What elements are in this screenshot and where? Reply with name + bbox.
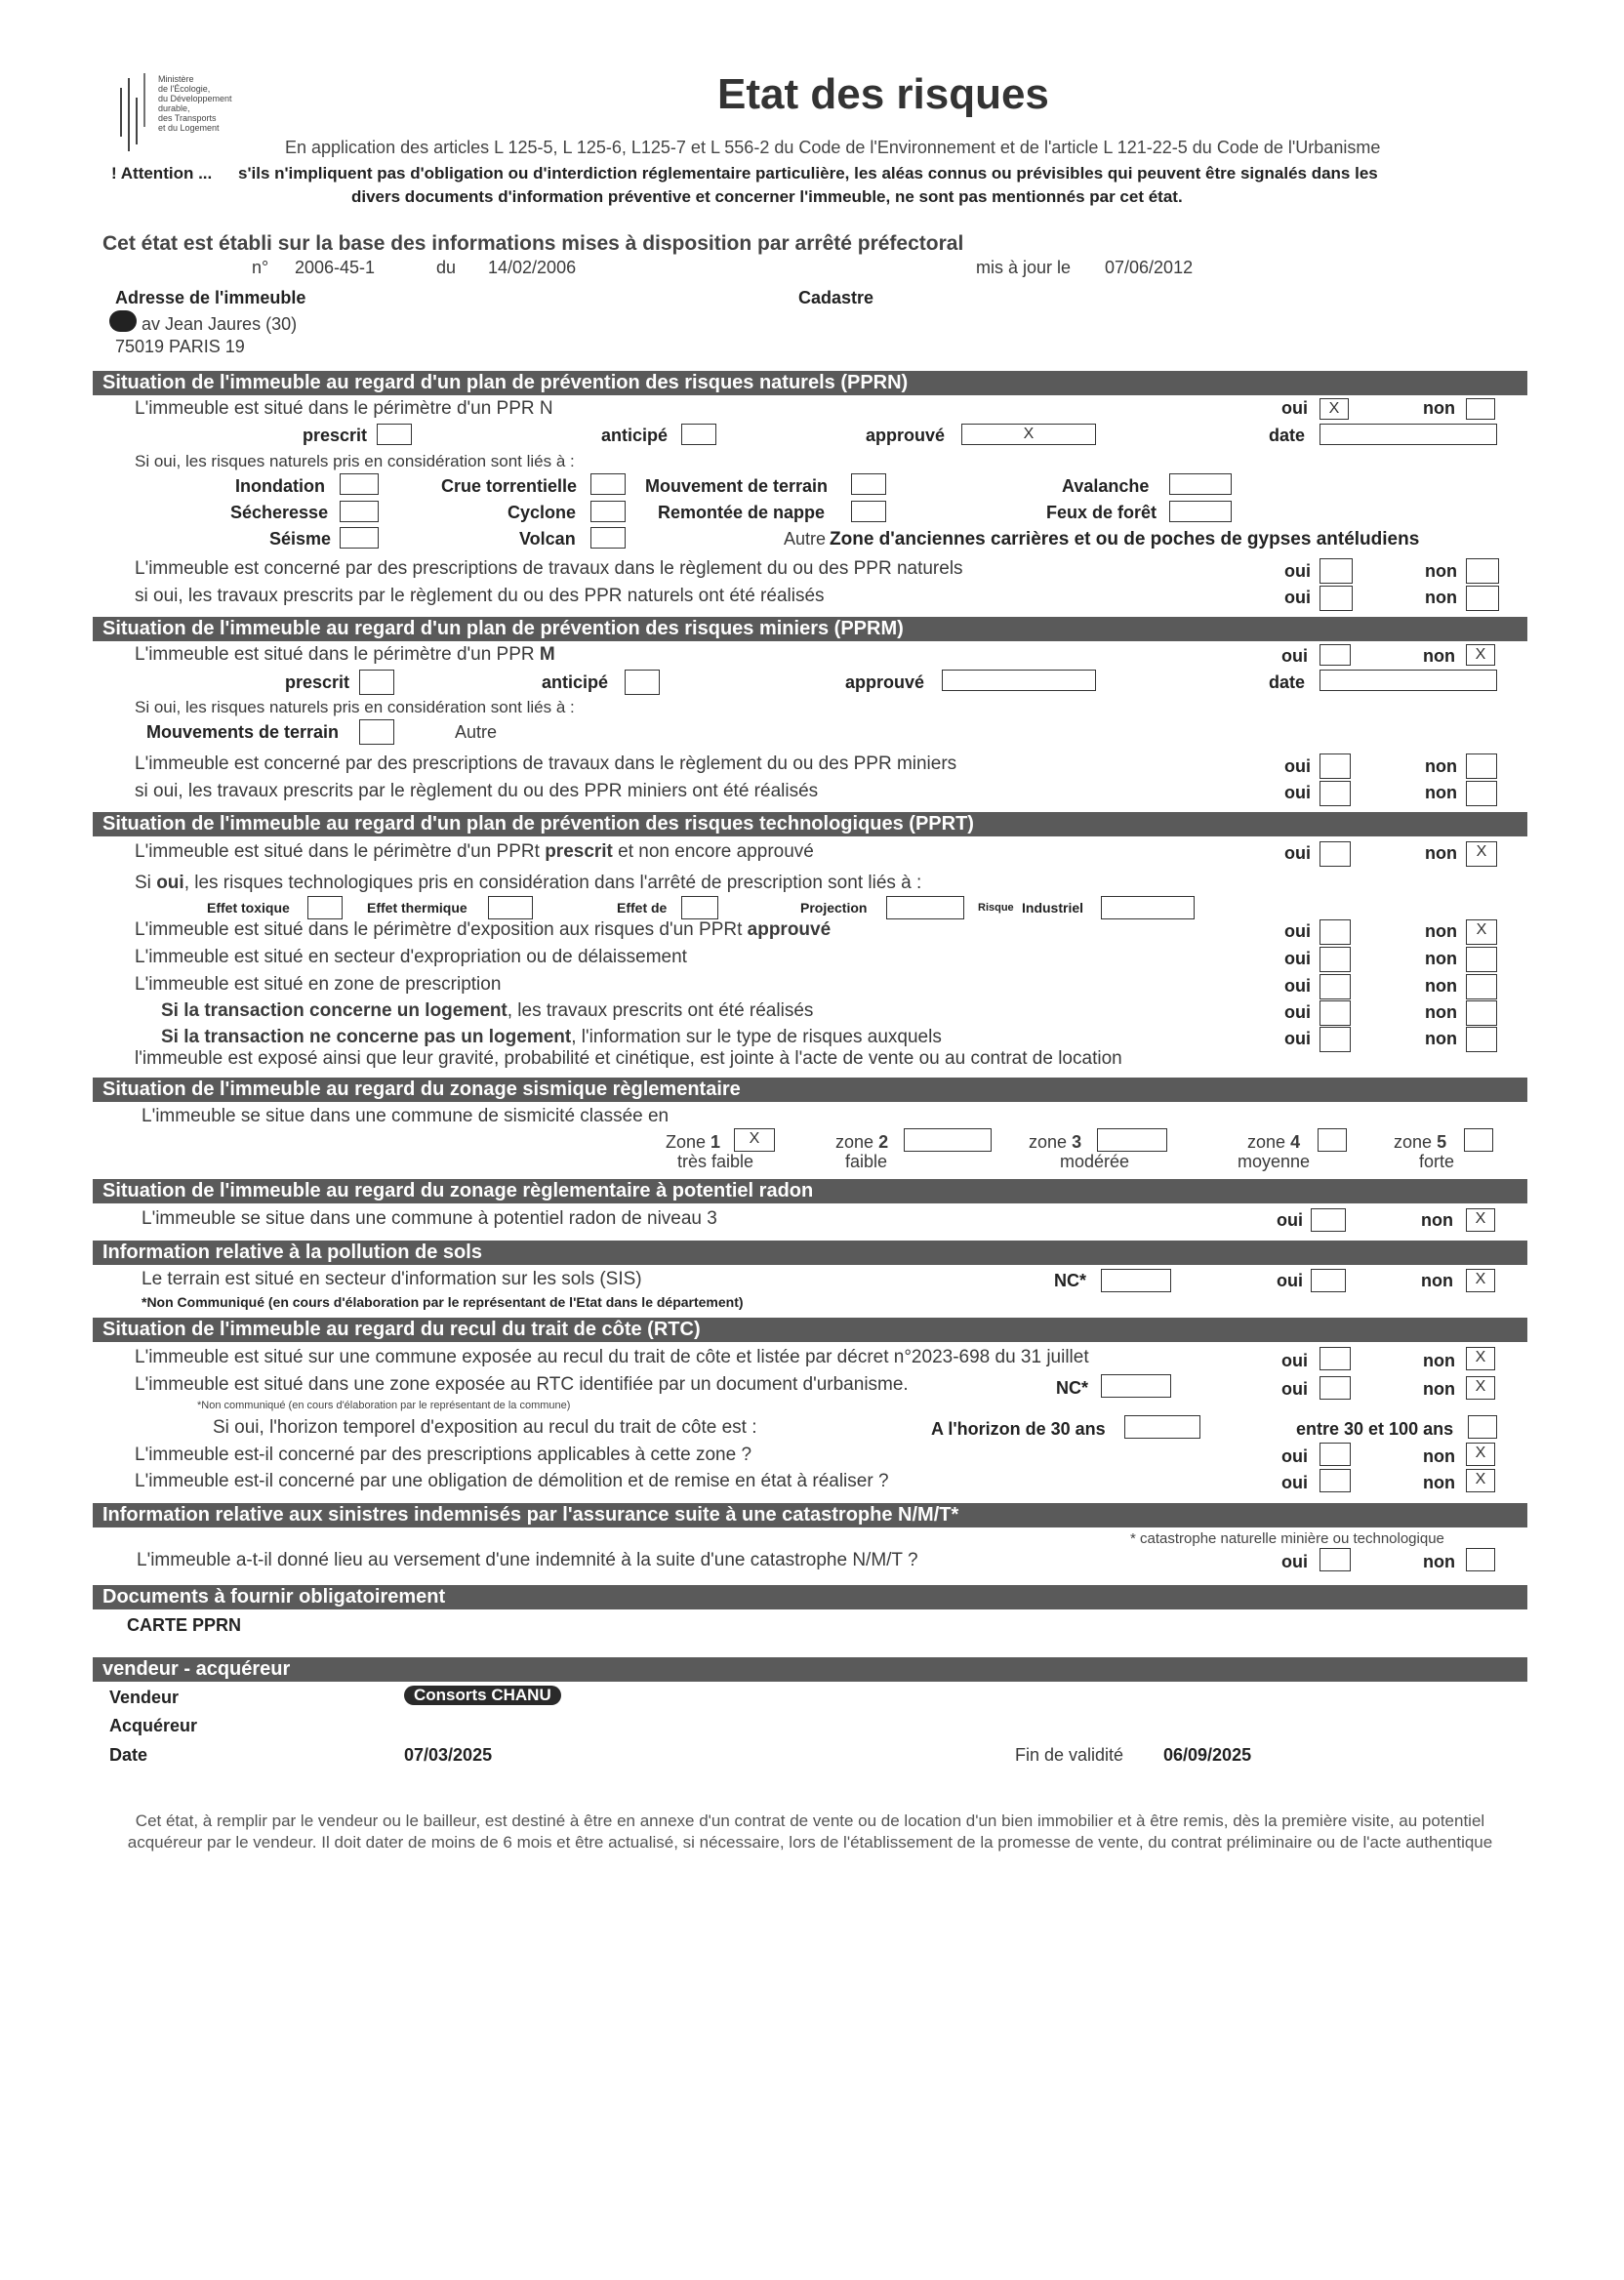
checkbox[interactable] <box>488 896 533 919</box>
text: L'immeuble est situé dans le périmètre d'un PPRt <box>135 841 540 862</box>
vendeur-label: Vendeur <box>109 1688 180 1707</box>
zone-desc: modérée <box>1060 1152 1130 1171</box>
zone-3-checkbox[interactable] <box>1097 1128 1167 1152</box>
mouvement-checkbox[interactable] <box>851 473 886 495</box>
text: approuvé <box>747 919 832 940</box>
horizon-100-label: entre 30 et 100 ans <box>1296 1419 1454 1439</box>
risk-label: Crue torrentielle <box>441 476 578 496</box>
text: 5 <box>1437 1132 1447 1152</box>
checkbox[interactable] <box>625 670 660 695</box>
fin-validite-label: Fin de validité <box>1015 1745 1124 1765</box>
nc-field[interactable] <box>1101 1374 1171 1398</box>
non-label: non <box>1425 561 1457 581</box>
zone-desc: faible <box>845 1152 888 1171</box>
attention-line-1: s'ils n'impliquent pas d'obligation ou d'interdiction réglementaire particulière, les aléas connus ou prévisibles qui peuvent être signalés dans les <box>238 164 1378 183</box>
oui-label: oui <box>1281 1446 1308 1466</box>
pprn-q2: L'immeuble est concerné par des prescriptions de travaux dans le règlement du ou des PPR naturels <box>135 558 963 579</box>
checkbox[interactable] <box>1320 947 1351 972</box>
zone-2-label <box>835 1132 888 1153</box>
sinistres-note: * catastrophe naturelle minière ou technologique <box>1130 1530 1444 1547</box>
pprn-q1: L'immeuble est situé dans le périmètre d'un PPR N <box>135 398 553 419</box>
approuve-label: approuvé <box>845 672 925 692</box>
non-label: non <box>1423 398 1455 418</box>
sols-note: *Non Communiqué (en cours d'élaboration par le représentant de l'Etat dans le département) <box>142 1294 744 1310</box>
pprt-q1-non-checkbox[interactable]: X <box>1466 841 1497 867</box>
ministry-line: de l'Écologie, <box>158 84 211 94</box>
pprt-q2-non-checkbox[interactable]: X <box>1466 919 1497 945</box>
non-label: non <box>1423 1379 1455 1399</box>
non-label: non <box>1423 1552 1455 1571</box>
text: prescrit <box>545 841 613 862</box>
checkbox[interactable] <box>1320 919 1351 945</box>
zone-5-checkbox[interactable] <box>1464 1128 1493 1152</box>
section-heading: Situation de l'immeuble au regard du zonage règlementaire à potentiel radon <box>102 1180 814 1201</box>
prescrit-label: prescrit <box>303 426 368 445</box>
rtc-note: *Non communiqué (en cours d'élaboration par le représentant de la commune) <box>197 1400 571 1411</box>
text: oui <box>156 873 184 893</box>
oui-label: oui <box>1281 1351 1308 1370</box>
non-label: non <box>1425 1029 1457 1048</box>
effet-label: Industriel <box>1022 900 1084 916</box>
horizon-30-checkbox[interactable] <box>1124 1415 1200 1439</box>
risk-label: Avalanche <box>1062 476 1150 496</box>
pprn-si-oui: Si oui, les risques naturels pris en considération sont liés à : <box>135 452 575 470</box>
vendeur-value-redacted: Consorts CHANU <box>404 1686 561 1705</box>
text: 2 <box>878 1132 889 1152</box>
rtc-q1-non-checkbox[interactable]: X <box>1466 1347 1495 1370</box>
radon-non-checkbox[interactable]: X <box>1466 1208 1495 1232</box>
risk-label: Remontée de nappe <box>658 503 826 522</box>
page-title: Etat des risques <box>717 70 1049 118</box>
checkbox[interactable] <box>1320 1376 1351 1400</box>
effet-label: Projection <box>800 900 868 916</box>
pprn-prescrit-checkbox[interactable] <box>377 424 412 445</box>
secheresse-checkbox[interactable] <box>340 501 379 522</box>
non-label: non <box>1423 1351 1455 1370</box>
non-label: non <box>1425 588 1457 607</box>
pprn-date-field[interactable] <box>1320 424 1497 445</box>
checkbox[interactable] <box>1320 1469 1351 1492</box>
section-radon <box>93 1179 1527 1203</box>
section-sinistres <box>93 1503 1527 1527</box>
oui-label: oui <box>1284 756 1311 776</box>
oui-label: oui <box>1284 949 1311 968</box>
rtc-q4-non-checkbox[interactable]: X <box>1466 1443 1495 1466</box>
checkbox[interactable] <box>1101 896 1195 919</box>
oui-label: oui <box>1281 1379 1308 1399</box>
rtc-q5: L'immeuble est-il concerné par une obligation de démolition et de remise en état à réaliser ? <box>135 1471 889 1491</box>
pprn-anticipe-checkbox[interactable] <box>681 424 716 445</box>
non-label: non <box>1425 976 1457 996</box>
text: Zone <box>666 1132 707 1152</box>
anticipe-label: anticipé <box>542 672 609 692</box>
non-label: non <box>1425 783 1457 802</box>
date-value: 07/03/2025 <box>404 1745 493 1765</box>
risk-label: Volcan <box>519 529 576 549</box>
pprn-q3: si oui, les travaux prescrits par le règlement du ou des PPR naturels ont été réalisés <box>135 586 825 606</box>
section-heading: Situation de l'immeuble au regard du recul du trait de côte (RTC) <box>102 1319 701 1340</box>
risk-label: Inondation <box>235 476 325 496</box>
maj-label: mis à jour le <box>976 258 1072 277</box>
text: 3 <box>1072 1132 1082 1152</box>
non-label: non <box>1421 1271 1453 1290</box>
attention-label: ! Attention ... <box>111 164 213 183</box>
section-pprt <box>93 812 1527 836</box>
checkbox[interactable] <box>1320 1347 1351 1370</box>
ministry-logo <box>115 68 154 156</box>
risk-label: Mouvements de terrain <box>146 722 340 742</box>
ministry-text <box>158 74 232 133</box>
risk-label: Autre <box>455 722 498 742</box>
pprm-q3: si oui, les travaux prescrits par le règlement du ou des PPR miniers ont été réalisés <box>135 781 819 801</box>
checkbox[interactable] <box>1466 974 1497 999</box>
nc-field[interactable] <box>1101 1269 1171 1292</box>
rtc-q3: Si oui, l'horizon temporel d'exposition au recul du trait de côte est : <box>213 1417 757 1438</box>
checkbox[interactable] <box>886 896 964 919</box>
footer-note: Cet état, à remplir par le vendeur ou le bailleur, est destiné à être en annexe d'un contrat de vente ou de location d'un bien immobilier et à être remis, dès la première visite, au potentiel acquéreur par le vendeur. Il doit dater de moins de 6 mois et être actualisé, si nécessaire, lors de l'établissement de la promesse de vente, du contrat préliminaire ou de l'acte authentique <box>127 1812 1493 1852</box>
zone-5-label <box>1394 1132 1446 1153</box>
pprm-q1 <box>135 644 555 666</box>
redaction-mark <box>109 310 137 332</box>
effet-label: Effet thermique <box>367 900 467 916</box>
risk-label: Cyclone <box>508 503 577 522</box>
oui-label: oui <box>1284 1002 1311 1022</box>
crue-checkbox[interactable] <box>590 473 626 495</box>
acquereur-label: Acquéreur <box>109 1716 198 1735</box>
text: M <box>539 644 555 665</box>
date-label: date <box>1269 672 1306 692</box>
risk-label: Séisme <box>269 529 332 549</box>
checkbox[interactable] <box>1320 841 1351 867</box>
section-heading: Situation de l'immeuble au regard d'un plan de prévention des risques miniers (PPRM) <box>102 618 904 639</box>
pprm-si-oui: Si oui, les risques naturels pris en considération sont liés à : <box>135 698 575 716</box>
ministry-logo-icon <box>115 68 154 156</box>
cadastre-label: Cadastre <box>798 288 874 307</box>
text: , l'information sur le type de risques auxquels <box>571 1027 942 1047</box>
checkbox[interactable] <box>359 719 394 745</box>
rtc-q4: L'immeuble est-il concerné par des prescriptions applicables à cette zone ? <box>135 1445 752 1465</box>
text: L'immeuble est situé dans le périmètre d'exposition aux risques d'un PPRt <box>135 919 743 940</box>
checkbox[interactable] <box>1320 781 1351 806</box>
text: zone <box>1247 1132 1286 1152</box>
checkbox[interactable] <box>1466 781 1497 806</box>
arrete-du-label: du <box>436 258 457 277</box>
sols-non-checkbox[interactable]: X <box>1466 1269 1495 1292</box>
oui-label: oui <box>1284 976 1311 996</box>
sols-q1: Le terrain est situé en secteur d'information sur les sols (SIS) <box>142 1269 642 1289</box>
pprt-q4: L'immeuble est situé en zone de prescription <box>135 974 502 995</box>
section-sols <box>93 1241 1527 1265</box>
remontee-checkbox[interactable] <box>851 501 886 522</box>
rtc-q5-non-checkbox[interactable]: X <box>1466 1469 1495 1492</box>
risk-label: Feux de forêt <box>1046 503 1157 522</box>
arrete-no-label: n° <box>252 258 269 277</box>
zone-desc: forte <box>1419 1152 1455 1171</box>
autre-value: Zone d'anciennes carrières et ou de poches de gypses antéludiens <box>830 529 1420 550</box>
text: , les risques technologiques pris en considération dans l'arrêté de prescription sont liés à : <box>183 873 922 893</box>
text: Si <box>135 873 151 893</box>
pprm-non-checkbox[interactable]: X <box>1466 644 1495 666</box>
radon-q1: L'immeuble se situe dans une commune à potentiel radon de niveau 3 <box>142 1208 717 1229</box>
oui-label: oui <box>1277 1271 1303 1290</box>
checkbox[interactable] <box>1466 586 1499 611</box>
oui-label: oui <box>1281 1552 1308 1571</box>
pprn-non-checkbox[interactable] <box>1466 398 1495 420</box>
checkbox[interactable] <box>1320 558 1353 584</box>
oui-label: oui <box>1281 646 1308 666</box>
oui-label: oui <box>1284 783 1311 802</box>
section-rtc <box>93 1318 1527 1342</box>
checkbox[interactable] <box>1311 1269 1346 1292</box>
checkbox[interactable] <box>1320 1000 1351 1026</box>
checkbox[interactable] <box>1466 1000 1497 1026</box>
section-documents <box>93 1585 1527 1609</box>
oui-label: oui <box>1277 1210 1303 1230</box>
oui-label: oui <box>1284 588 1311 607</box>
non-label: non <box>1425 756 1457 776</box>
risk-label: Mouvement de terrain <box>645 476 829 496</box>
approuve-label: approuvé <box>866 426 946 445</box>
oui-label: oui <box>1281 398 1308 418</box>
text: zone <box>1394 1132 1433 1152</box>
effet-label: Effet toxique <box>207 900 290 916</box>
zone-1-label <box>666 1132 720 1153</box>
non-label: non <box>1425 843 1457 863</box>
section-pprm <box>93 617 1527 641</box>
checkbox[interactable] <box>1466 1027 1497 1052</box>
checkbox[interactable] <box>1320 753 1351 779</box>
sinistres-q1: L'immeuble a-t-il donné lieu au versement d'une indemnité à la suite d'une catastrophe N/M/T ? <box>137 1550 918 1570</box>
checkbox[interactable] <box>681 896 718 919</box>
section-heading: Situation de l'immeuble au regard du zonage sismique règlementaire <box>102 1079 741 1100</box>
checkbox[interactable] <box>1320 1548 1351 1571</box>
date-label: Date <box>109 1745 148 1765</box>
section-parties <box>93 1657 1527 1682</box>
horizon-100-checkbox[interactable] <box>1468 1415 1497 1439</box>
document-item: CARTE PPRN <box>127 1615 242 1635</box>
ministry-line: des Transports <box>158 113 217 123</box>
address-line-1: av Jean Jaures (30) <box>142 314 298 334</box>
non-label: non <box>1423 646 1455 666</box>
non-label: non <box>1423 1473 1455 1492</box>
oui-label: oui <box>1284 1029 1311 1048</box>
oui-label: oui <box>1284 561 1311 581</box>
section-heading: Information relative à la pollution de sols <box>102 1242 482 1263</box>
checkbox[interactable] <box>1311 1208 1346 1232</box>
non-label: non <box>1425 921 1457 941</box>
pprt-q5 <box>161 1000 813 1022</box>
effet-label: Risque <box>978 902 1014 914</box>
arrete-heading: Cet état est établi sur la base des informations mises à disposition par arrêté préfectoral <box>102 232 964 255</box>
anticipe-label: anticipé <box>601 426 669 445</box>
checkbox[interactable] <box>1320 644 1351 666</box>
subtitle: En application des articles L 125-5, L 125-6, L125-7 et L 556-2 du Code de l'Environnement et de l'article L 121-22-5 du Code de l'Urbanisme <box>285 138 1381 157</box>
text: L'immeuble est situé dans le périmètre d'un PPR <box>135 644 535 665</box>
feux-checkbox[interactable] <box>1169 501 1232 522</box>
horizon-30-label: A l'horizon de 30 ans <box>931 1419 1106 1439</box>
oui-label: oui <box>1284 921 1311 941</box>
checkbox[interactable] <box>1466 1548 1495 1571</box>
date-label: date <box>1269 426 1306 445</box>
section-heading: Documents à fournir obligatoirement <box>102 1586 446 1608</box>
checkbox[interactable] <box>1466 753 1497 779</box>
section-heading: vendeur - acquéreur <box>102 1658 291 1680</box>
zone-desc: très faible <box>677 1152 754 1171</box>
arrete-no: 2006-45-1 <box>295 258 376 277</box>
non-label: non <box>1425 1002 1457 1022</box>
non-label: non <box>1421 1210 1453 1230</box>
avalanche-checkbox[interactable] <box>1169 473 1232 495</box>
text: Si la transaction ne concerne pas un logement <box>161 1027 572 1047</box>
pprm-approuve-field[interactable] <box>942 670 1096 691</box>
text: Si la transaction concerne un logement <box>161 1000 508 1021</box>
pprm-date-field[interactable] <box>1320 670 1497 691</box>
text: et non encore approuvé <box>618 841 814 862</box>
pprt-q6 <box>161 1027 942 1048</box>
non-label: non <box>1423 1446 1455 1466</box>
fin-validite-value: 06/09/2025 <box>1163 1745 1252 1765</box>
text: zone <box>1029 1132 1068 1152</box>
checkbox[interactable] <box>307 896 343 919</box>
maj-date: 07/06/2012 <box>1105 258 1194 277</box>
rtc-q1: L'immeuble est situé sur une commune exposée au recul du trait de côte et listée par décret n°2023-698 du 31 juillet <box>135 1347 1089 1367</box>
rtc-q2: L'immeuble est situé dans une zone exposée au RTC identifiée par un document d'urbanisme. <box>135 1374 909 1395</box>
section-heading: Situation de l'immeuble au regard d'un plan de prévention des risques naturels (PPRN) <box>102 372 909 393</box>
risk-label: Autre <box>784 529 827 549</box>
sismique-q1: L'immeuble se situe dans une commune de sismicité classée en <box>142 1106 670 1126</box>
oui-label: oui <box>1281 1473 1308 1492</box>
nc-label: NC* <box>1056 1378 1089 1398</box>
inondation-checkbox[interactable] <box>340 473 379 495</box>
seisme-checkbox[interactable] <box>340 527 379 549</box>
section-heading: Situation de l'immeuble au regard d'un plan de prévention des risques technologiques (PPRT) <box>102 813 974 835</box>
risk-label: Sécheresse <box>230 503 329 522</box>
attention-line-2: divers documents d'information préventive et concerner l'immeuble, ne sont pas mentionnés par cet état. <box>351 187 1183 206</box>
section-pprn <box>93 371 1527 395</box>
checkbox[interactable] <box>1466 947 1497 972</box>
prescrit-label: prescrit <box>285 672 350 692</box>
checkbox[interactable] <box>1320 1027 1351 1052</box>
arrete-date: 14/02/2006 <box>488 258 577 277</box>
zone-desc: moyenne <box>1238 1152 1311 1171</box>
pprt-q1 <box>135 841 814 863</box>
checkbox[interactable] <box>1320 974 1351 999</box>
pprt-si-oui <box>135 873 921 894</box>
zone-3-label <box>1029 1132 1081 1153</box>
pprt-q6-cont: l'immeuble est exposé ainsi que leur gravité, probabilité et cinétique, est jointe à l'acte de vente ou au contrat de location <box>135 1048 1122 1069</box>
checkbox[interactable] <box>359 670 394 695</box>
pprm-q2: L'immeuble est concerné par des prescriptions de travaux dans le règlement du ou des PPR miniers <box>135 753 957 774</box>
zone-4-label <box>1247 1132 1300 1153</box>
oui-label: oui <box>1284 843 1311 863</box>
ministry-line: Ministère <box>158 74 194 84</box>
zone-4-checkbox[interactable] <box>1318 1128 1347 1152</box>
pprt-q3: L'immeuble est situé en secteur d'expropriation ou de délaissement <box>135 947 687 967</box>
effet-label: Effet de <box>617 900 668 916</box>
nc-label: NC* <box>1054 1271 1087 1290</box>
pprt-q2 <box>135 919 831 941</box>
address-label: Adresse de l'immeuble <box>115 288 306 307</box>
checkbox[interactable] <box>1466 558 1499 584</box>
text: , les travaux prescrits ont été réalisés <box>507 1000 814 1021</box>
non-label: non <box>1425 949 1457 968</box>
pprn-approuve-field[interactable]: X <box>961 424 1096 445</box>
cyclone-checkbox[interactable] <box>590 501 626 522</box>
text: zone <box>835 1132 874 1152</box>
section-sismique <box>93 1078 1527 1102</box>
text: 4 <box>1290 1132 1301 1152</box>
checkbox[interactable] <box>1320 1443 1351 1466</box>
zone-2-checkbox[interactable] <box>904 1128 992 1152</box>
section-heading: Information relative aux sinistres indemnisés par l'assurance suite à une catastrophe N/M/T* <box>102 1504 959 1526</box>
ministry-line: du Développement <box>158 94 232 103</box>
text: 1 <box>710 1132 721 1152</box>
ministry-line: durable, <box>158 103 190 113</box>
address-line-2: 75019 PARIS 19 <box>115 337 245 356</box>
volcan-checkbox[interactable] <box>590 527 626 549</box>
zone-1-checkbox[interactable]: X <box>734 1128 775 1152</box>
checkbox[interactable] <box>1320 586 1353 611</box>
pprn-oui-checkbox[interactable]: X <box>1320 398 1349 420</box>
ministry-line: et du Logement <box>158 123 220 133</box>
rtc-q2-non-checkbox[interactable]: X <box>1466 1376 1495 1400</box>
